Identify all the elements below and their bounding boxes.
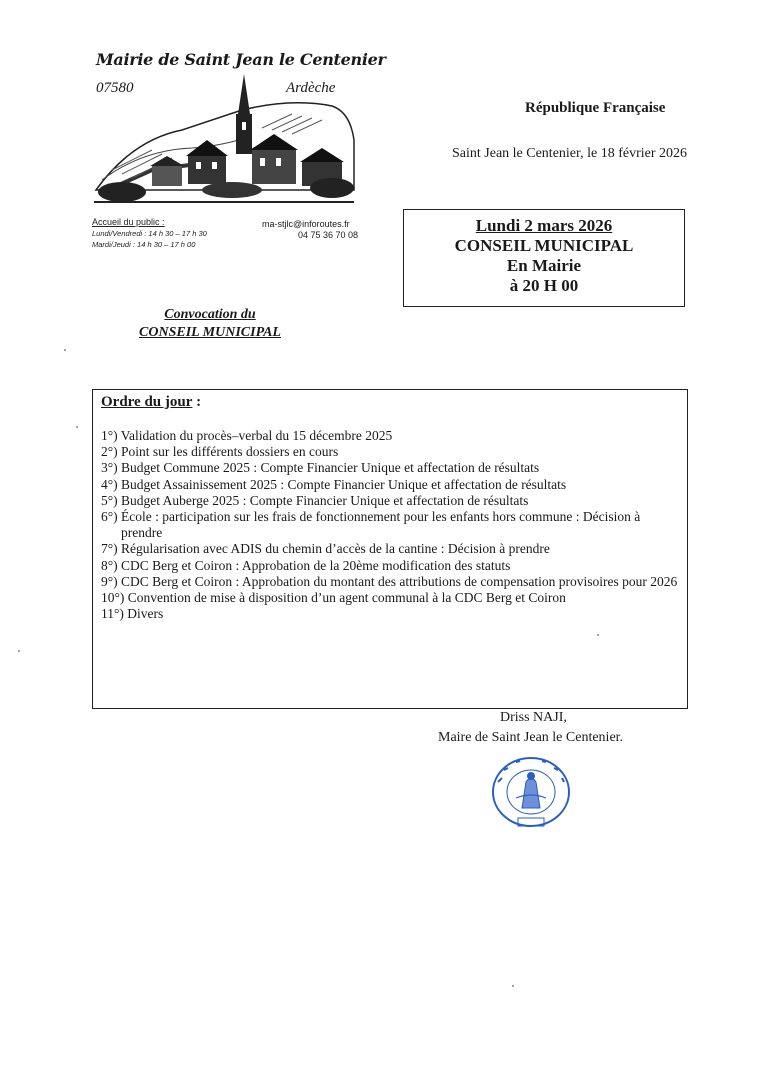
convocation-heading (110, 306, 310, 342)
convocation-line-2: CONSEIL MUNICIPAL (139, 325, 281, 340)
convocation-line-1: Convocation du (164, 307, 256, 322)
meeting-place: En Mairie (506, 256, 582, 275)
meeting-date: Lundi 2 mars 2026 (475, 216, 613, 235)
mairie-seal-stamp (486, 752, 576, 832)
agenda-item: 10°) Convention de mise à disposition d’un agent communal à la CDC Berg et Coiron (101, 590, 566, 606)
hours-tuesday-thursday: Mardi/Jeudi : 14 h 30 – 17 h 00 (92, 240, 196, 249)
contact-email: ma-stjlc@inforoutes.fr (262, 219, 350, 229)
agenda-item: 6°) École : participation sur les frais de fonctionnement pour les enfants hors commune : Décision à prendre (101, 509, 641, 541)
public-hours-label: Accueil du public : (92, 217, 165, 227)
agenda-item: 5°) Budget Auberge 2025 : Compte Financier Unique et affectation de résultats (101, 492, 529, 508)
agenda-item: 2°) Point sur les différents dossiers en cours (101, 444, 339, 460)
signer-title: Maire de Saint Jean le Centenier. (438, 730, 624, 745)
agenda-heading-colon: : (192, 394, 202, 410)
public-hours-block (92, 217, 207, 250)
agenda-item: 3°) Budget Commune 2025 : Compte Financier Unique et affectation de résultats (101, 460, 540, 476)
meeting-time: à 20 H 00 (509, 276, 579, 295)
department-name: Ardèche (286, 80, 336, 96)
document-date: Saint Jean le Centenier, le 18 février 2026 (452, 146, 688, 161)
hours-monday-friday: Lundi/Vendredi : 14 h 30 – 17 h 30 (92, 229, 207, 238)
signer-name: Driss NAJI, (500, 710, 567, 725)
agenda-item: 11°) Divers (101, 606, 164, 622)
agenda-item: 8°) CDC Berg et Coiron : Approbation de la 20ème modification des statuts (101, 557, 511, 573)
agenda-heading (101, 394, 201, 411)
agenda-box (92, 389, 688, 709)
agenda-item: 1°) Validation du procès–verbal du 15 décembre 2025 (101, 428, 393, 443)
agenda-item: 4°) Budget Assainissement 2025 : Compte Financier Unique et affectation de résultats (101, 476, 567, 492)
meeting-type: CONSEIL MUNICIPAL (454, 236, 634, 255)
contact-phone: 04 75 36 70 08 (298, 230, 359, 240)
agenda-item: 9°) CDC Berg et Coiron : Approbation du montant des attributions de compensation provisoires pour 2026 (101, 573, 678, 589)
meeting-info-box (403, 209, 685, 307)
mairie-title: Mairie de Saint Jean le Centenier (96, 50, 386, 69)
postal-code: 07580 (96, 80, 134, 96)
agenda-item: 7°) Régularisation avec ADIS du chemin d’accès de la cantine : Décision à prendre (101, 541, 550, 557)
republique-heading: République Française (525, 100, 666, 116)
agenda-heading-text: Ordre du jour (101, 394, 193, 410)
agenda-list (101, 428, 683, 622)
